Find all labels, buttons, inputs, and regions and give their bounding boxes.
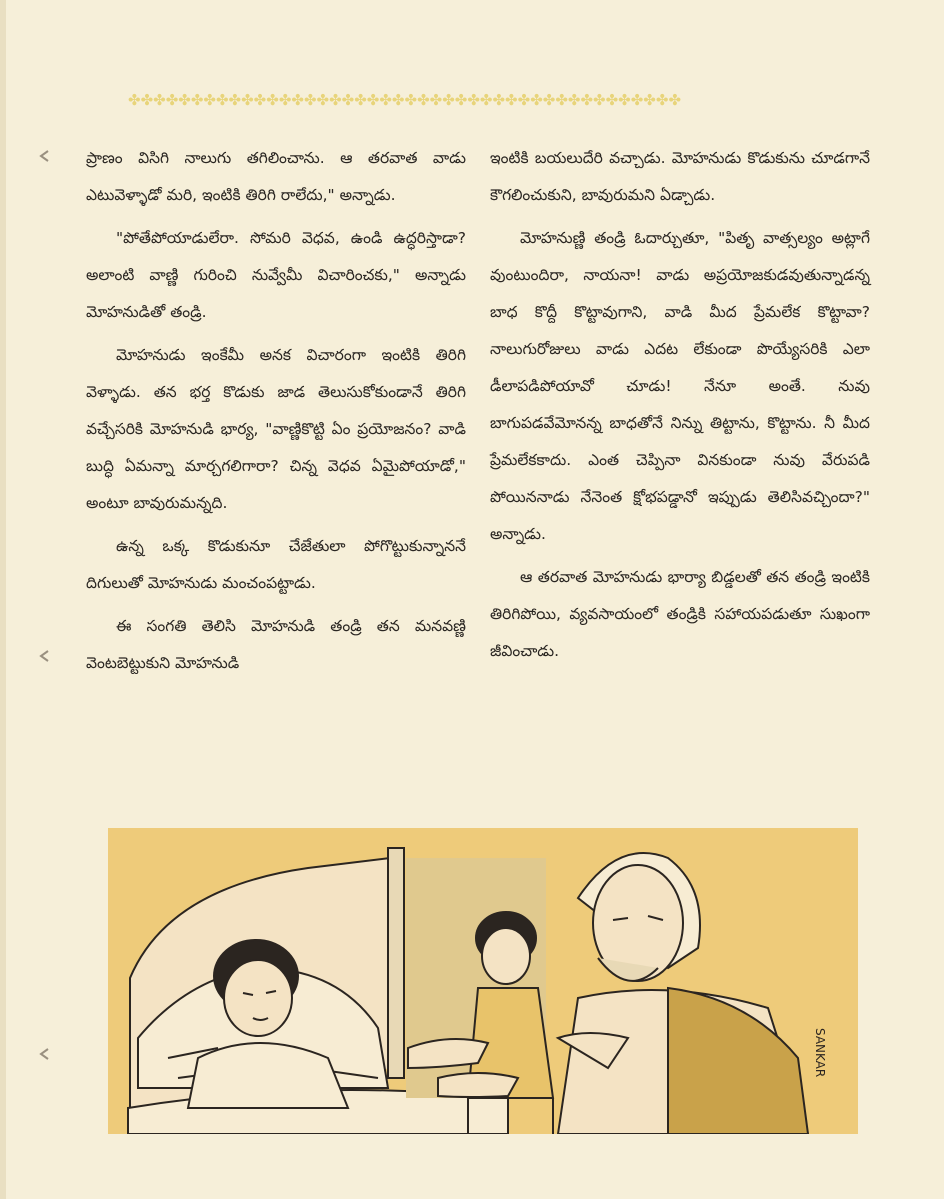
artist-signature: SANKAR xyxy=(813,1028,827,1078)
story-illustration xyxy=(108,828,858,1134)
punch-hole-icon xyxy=(38,650,50,662)
paragraph: ప్రాణం విసిగి నాలుగు తగిలించాను. ఆ తరవాత వాడు ఎటువెళ్ళాడో మరి, ఇంటికి తిరిగి రాలేదు," అన్నాడు. xyxy=(86,149,466,204)
right-text-column xyxy=(490,140,870,676)
paragraph: "పోతేపోయాడులేరా. సోమరి వెధవ, ఉండి ఉద్ధరిస్తాడా? అలాంటి వాణ్ణి గురించి నువ్వేమీ విచారించకు," అన్నాడు మోహనుడితో తండ్రి. xyxy=(86,229,466,321)
grandfather-figure xyxy=(558,853,808,1134)
paragraph: మోహనుడు ఇంకేమీ అనక విచారంగా ఇంటికి తిరిగి వెళ్ళాడు. తన భర్త కొడుకు జాడ తెలుసుకోకుండానే తిరిగి వచ్చేసరికి మోహనుడి భార్య, "వాణ్ణికొట్టి ఏం ప్రయోజనం? వాడి బుద్ధి ఏమన్నా మార్చగలిగారా? చిన్న వెధవ ఏమైపోయాడో," అంటూ బావురుమన్నది. xyxy=(86,346,466,512)
punch-hole-icon xyxy=(38,1048,50,1060)
paragraph: ఆ తరవాత మోహనుడు భార్యా బిడ్డలతో తన తండ్రి ఇంటికి తిరిగిపోయి, వ్యవసాయంలో తండ్రికి సహాయపడుతూ సుఖంగా జీవించాడు. xyxy=(490,568,870,660)
decorative-border: ✤✤✤✤✤✤✤✤✤✤✤✤✤✤✤✤✤✤✤✤✤✤✤✤✤✤✤✤✤✤✤✤✤✤✤✤✤✤✤✤✤✤✤✤ xyxy=(128,91,682,109)
page-binding-edge xyxy=(0,0,6,1199)
punch-hole-icon xyxy=(38,150,50,162)
paragraph: ఈ సంగతి తెలిసి మోహనుడి తండ్రి తన మనవణ్ణి వెంటబెట్టుకుని మోహనుడి xyxy=(86,617,466,672)
illustration-drawing xyxy=(108,828,858,1134)
paragraph: ఇంటికి బయలుదేరి వచ్చాడు. మోహనుడు కొడుకును చూడగానే కౌగలించుకుని, బావురుమని ఏడ్చాడు. xyxy=(490,149,870,204)
paragraph: ఉన్న ఒక్క కొడుకునూ చేజేతులా పోగొట్టుకున్నాననే దిగులుతో మోహనుడు మంచంపట్టాడు. xyxy=(86,537,466,592)
left-text-column xyxy=(86,140,466,688)
paragraph: మోహనుణ్ణి తండ్రి ఓదార్చుతూ, "పితృ వాత్సల్యం అట్లాగే వుంటుందిరా, నాయనా! వాడు అప్రయోజకుడవుతున్నాడన్న బాధ కొద్దీ కొట్టావుగాని, వాడి మీద ప్రేమలేక కొట్టావా? నాలుగురోజులు వాడు ఎదట లేకుండా పొయ్యేసరికి ఎలా డీలాపడిపోయావో చూడు! నేనూ అంతే. నువు బాగుపడవేమోనన్న బాధతోనే నిన్ను తిట్టాను, కొట్టాను. నీ మీద ప్రేమలేకకాదు. ఎంత చెప్పినా వినకుండా నువు వేరుపడి పోయిననాడు నేనెంత క్షోభపడ్డానో ఇప్పుడు తెలిసివచ్చిందా?" అన్నాడు. xyxy=(490,229,870,543)
